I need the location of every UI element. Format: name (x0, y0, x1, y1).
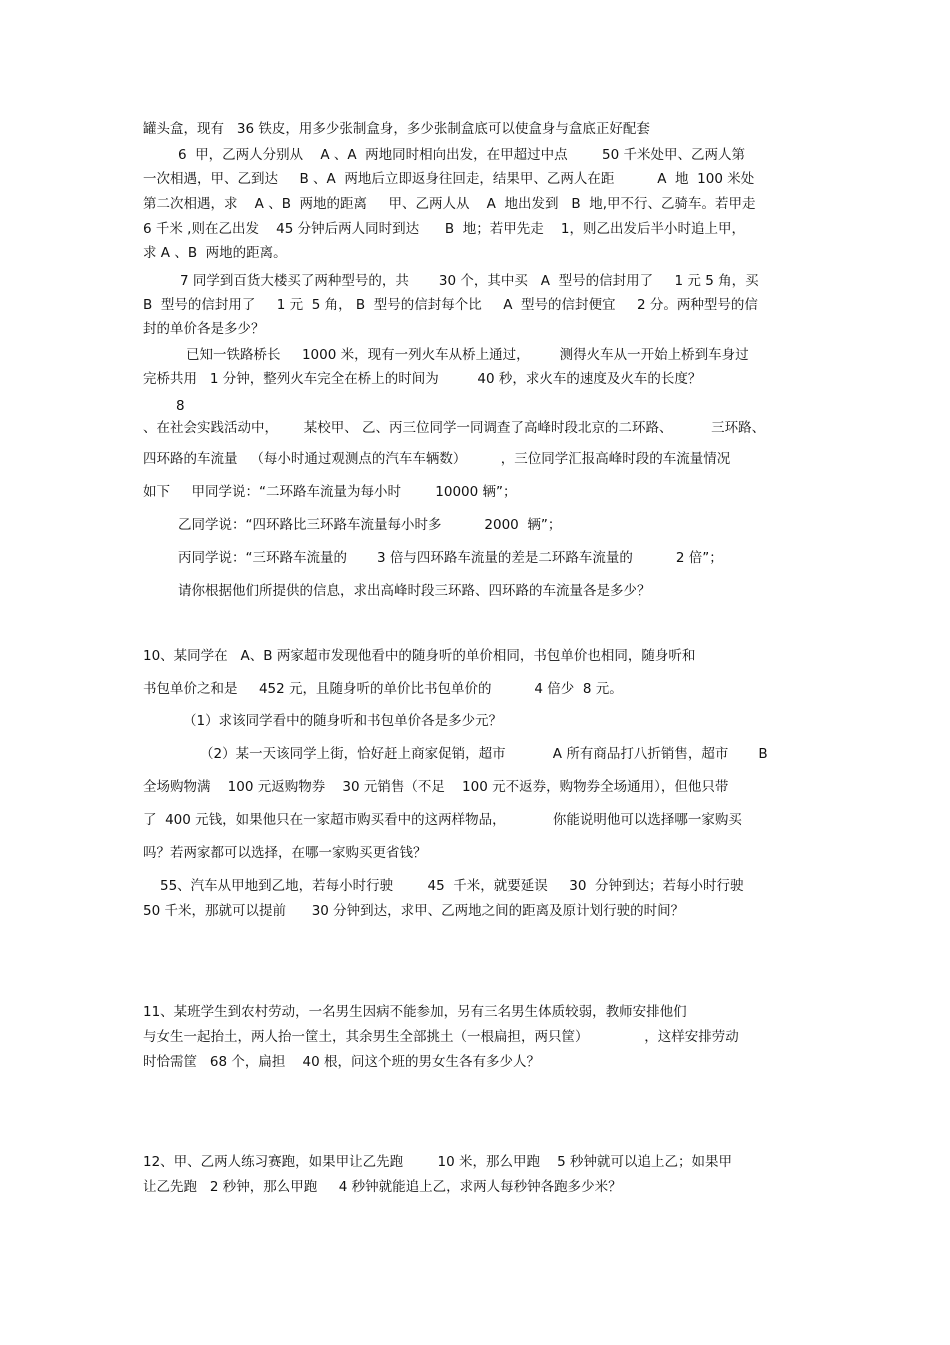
text-line: 12、甲、乙两人练习赛跑，如果甲让乙先跑 10 米，那么甲跑 5 秒钟就可以追上乙；如果甲 (143, 1154, 733, 1170)
text-line: 全场购物满 100 元返购物券 30 元销售（不足 100 元不返券，购物券全场通用），但他只带 (143, 779, 729, 795)
text-line: 了 400 元钱，如果他只在一家超市购买看中的这两样物品， 你能说明他可以选择哪一家购买 (143, 812, 742, 828)
text-line: （1）求该同学看中的随身听和书包单价各是多少元？ (183, 713, 503, 729)
text-line: 封的单价各是多少？ (143, 321, 265, 337)
text-line: B 型号的信封用了 1 元 5 角， B 型号的信封每个比 A 型号的信封便宜 2 分。两种型号的信 (143, 297, 758, 313)
text-line: 吗？若两家都可以选择，在哪一家购买更省钱？ (143, 845, 427, 861)
text-line: 7 同学到百货大楼买了两种型号的，共 30 个，其中买 A 型号的信封用了 1 元 5 角，买 (180, 273, 759, 289)
text-line: 第二次相遇，求 A 、B 两地的距离 甲、乙两人从 A 地出发到 B 地,甲不行、乙骑车。若甲走 (143, 196, 756, 212)
text-line: 如下 甲同学说：“二环路车流量为每小时 10000 辆”； (143, 484, 517, 500)
text-line: 丙同学说：“三环路车流量的 3 倍与四环路车流量的差是二环路车流量的 2 倍”； (178, 550, 723, 566)
text-line: 书包单价之和是 452 元，且随身听的单价比书包单价的 4 倍少 8 元。 (143, 681, 623, 697)
text-line: 乙同学说：“四环路比三环路车流量每小时多 2000 辆”； (178, 517, 562, 533)
text-line: 6 千米 ,则在乙出发 45 分钟后两人同时到达 B 地；若甲先走 1，则乙出发后半小时追上甲， (143, 221, 745, 237)
text-line: 6 甲，乙两人分别从 A 、A 两地同时相向出发，在甲超过中点 50 千米处甲、乙两人第 (178, 147, 745, 163)
text-line: 10、某同学在 A、B 两家超市发现他看中的随身听的单价相同，书包单价也相同，随身听和 (143, 648, 696, 664)
text-line: 四环路的车流量 （每小时通过观测点的汽车车辆数） ，三位同学汇报高峰时段的车流量情况 (143, 451, 731, 467)
text-line: 与女生一起抬土，两人抬一筐土，其余男生全部挑土（一根扁担，两只筐） ，这样安排劳动 (143, 1029, 739, 1045)
text-line: 11、某班学生到农村劳动，一名男生因病不能参加，另有三名男生体质较弱，教师安排他们 (143, 1004, 687, 1020)
text-line: 请你根据他们所提供的信息，求出高峰时段三环路、四环路的车流量各是多少？ (178, 583, 651, 599)
text-line: 求 A 、B 两地的距离。 (143, 245, 287, 261)
text-line: 55、汽车从甲地到乙地，若每小时行驶 45 千米，就要延误 30 分钟到达；若每小时行驶 (160, 878, 744, 894)
text-line: 8 (176, 398, 185, 414)
text-line: 、在社会实践活动中， 某校甲、 乙、丙三位同学一同调查了高峰时段北京的二环路、 三环路、 (143, 420, 766, 436)
text-line: 一次相遇，甲、乙到达 B 、A 两地后立即返身往回走，结果甲、乙两人在距 A 地 100 米处 (143, 171, 755, 187)
text-line: 完桥共用 1 分钟，整列火车完全在桥上的时间为 40 秒，求火车的速度及火车的长度？ (143, 371, 702, 387)
text-line: 罐头盒，现有 36 铁皮，用多少张制盒身，多少张制盒底可以使盒身与盒底正好配套 (143, 121, 650, 137)
text-line: 让乙先跑 2 秒钟，那么甲跑 4 秒钟就能追上乙，求两人每秒钟各跑多少米？ (143, 1179, 622, 1195)
text-line: 已知一铁路桥长 1000 米，现有一列火车从桥上通过， 测得火车从一开始上桥到车身过 (186, 347, 749, 363)
text-line: （2）某一天该同学上街，恰好赶上商家促销，超市 A 所有商品打八折销售，超市 B (200, 746, 768, 762)
text-line: 时恰需筐 68 个，扁担 40 根，问这个班的男女生各有多少人？ (143, 1054, 540, 1070)
text-line: 50 千米，那就可以提前 30 分钟到达，求甲、乙两地之间的距离及原计划行驶的时间？ (143, 903, 685, 919)
